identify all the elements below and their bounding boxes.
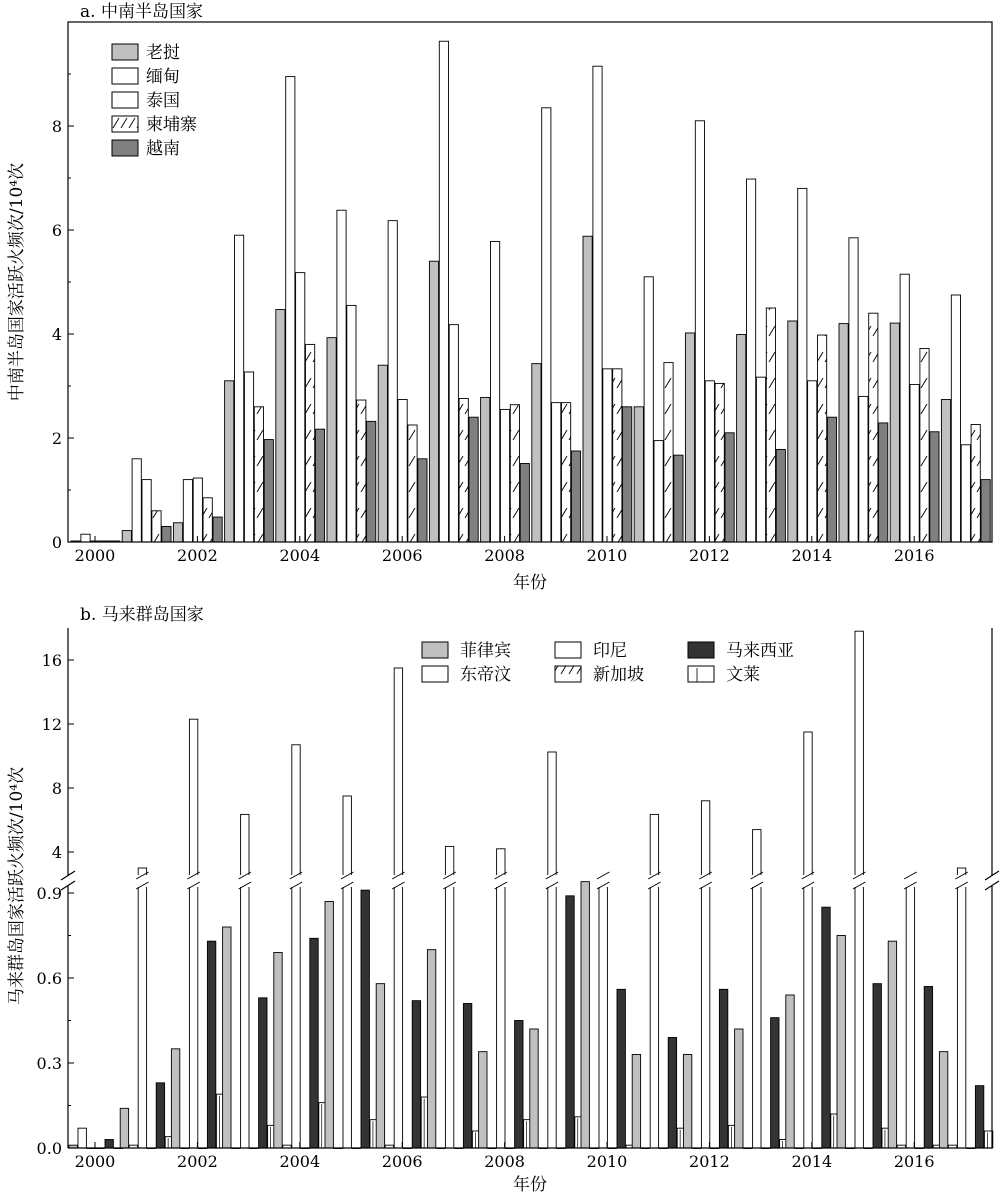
- y-tick-label-b-lower-0: 0.0: [36, 1139, 62, 1158]
- y-tick-label-b-lower-1: 0.3: [36, 1054, 62, 1073]
- x-tick-label-b-5: 2010: [586, 1152, 628, 1171]
- bar-b-series-0-2011: [632, 1055, 640, 1149]
- bar-a-series-1-2007: [439, 41, 448, 542]
- bar-a-series-2-2010: [603, 369, 612, 542]
- bar-b-series-4-2012: [719, 989, 727, 1148]
- bar-a-series-1-2014: [798, 188, 807, 542]
- bar-a-series-3-2006: [408, 425, 417, 542]
- bar-b-series-4-2008: [515, 1021, 523, 1149]
- bar-a-series-0-2001: [122, 531, 131, 542]
- bar-a-series-2-2007: [449, 325, 458, 542]
- bar-b-series-4-2011: [668, 1038, 676, 1149]
- bar-b-series-4-2003: [259, 998, 267, 1148]
- y-tick-label-b-lower-3: 0.9: [36, 884, 62, 903]
- bar-a-series-0-2007: [429, 261, 438, 542]
- x-tick-label-a-5: 2010: [586, 546, 628, 565]
- bar-b-series-0-2016: [888, 941, 896, 1148]
- bar-a-series-2-2002: [193, 478, 202, 542]
- bar-a-series-0-2002: [173, 523, 182, 542]
- bar-a-series-3-2013: [766, 308, 775, 542]
- bar-a-series-0-2011: [634, 407, 643, 542]
- bar-a-series-2-2014: [808, 381, 817, 542]
- bar-b-series-4-2006: [412, 1001, 420, 1148]
- legend-a-label-2: 泰国: [146, 91, 180, 111]
- bar-a-series-1-2016: [900, 274, 909, 542]
- legend-b-label-2: 印尼: [593, 641, 627, 661]
- legend-b-swatch-2: [555, 642, 581, 658]
- bar-a-series-4-2016: [930, 432, 939, 542]
- bar-a-series-3-2017: [971, 424, 980, 542]
- bar-a-series-3-2014: [818, 335, 827, 542]
- bar-a-series-1-2011: [644, 277, 653, 542]
- y-tick-label-b-lower-2: 0.6: [36, 969, 62, 988]
- legend-b-swatch-frame-5: [688, 666, 714, 682]
- panel-a-bars: [71, 41, 990, 542]
- bar-b-series-0-2005: [325, 902, 333, 1149]
- bar-a-series-1-2015: [849, 238, 858, 542]
- bar-a-series-4-2012: [725, 433, 734, 542]
- x-tick-label-b-8: 2016: [893, 1152, 935, 1171]
- bar-a-series-3-2007: [459, 398, 468, 542]
- bar-a-series-1-2004: [286, 77, 295, 542]
- legend-b-label-1: 东帝汶: [460, 665, 511, 685]
- bar-a-series-3-2016: [920, 349, 929, 542]
- x-tick-label-a-4: 2008: [484, 546, 525, 565]
- bar-b-series-0-2014: [786, 995, 794, 1148]
- bar-a-series-3-2009: [562, 403, 571, 542]
- bar-b-series-4-2015: [873, 984, 881, 1148]
- bar-b-series-0-2006: [376, 984, 384, 1148]
- bar-b-series-2-2003: [241, 814, 249, 1148]
- bar-b-series-4-2009: [566, 896, 574, 1148]
- bar-b-series-2-2014: [804, 732, 812, 1148]
- bar-a-series-1-2002: [183, 480, 192, 542]
- legend-b-label-3: 新加坡: [593, 665, 644, 685]
- y-tick-label-b-upper-0: 4: [51, 843, 62, 862]
- x-tick-label-a-8: 2016: [893, 546, 935, 565]
- bar-a-series-4-2009: [571, 451, 580, 542]
- bar-a-series-0-2009: [532, 364, 541, 542]
- bar-b-series-0-2003: [223, 927, 231, 1148]
- x-tick-label-b-4: 2008: [484, 1152, 525, 1171]
- bar-a-series-3-2012: [715, 383, 724, 542]
- bar-b-series-4-2014: [822, 907, 830, 1148]
- legend-a-swatch-2: [112, 92, 138, 108]
- bar-a-series-4-2008: [520, 463, 529, 542]
- y-tick-label-a-2: 4: [51, 325, 62, 344]
- bar-a-series-4-2015: [879, 423, 888, 542]
- bar-a-series-4-2010: [623, 407, 632, 542]
- bar-b-series-0-2010: [581, 882, 589, 1148]
- bar-b-series-0-2001: [120, 1108, 128, 1148]
- x-tick-label-b-0: 2000: [74, 1152, 116, 1171]
- bar-b-series-0-2017: [939, 1052, 947, 1148]
- bar-a-series-3-2008: [510, 405, 519, 542]
- panel-b-legend: [422, 641, 794, 685]
- legend-b-swatch-4: [688, 642, 714, 658]
- panel-b-x-axis-label: 年份: [513, 1175, 547, 1195]
- bar-b-series-0-2013: [735, 1029, 743, 1148]
- bar-a-series-0-2017: [941, 400, 950, 542]
- bar-a-series-1-2005: [337, 210, 346, 542]
- y-tick-label-a-1: 2: [51, 429, 62, 448]
- bar-a-series-0-2010: [583, 236, 592, 542]
- bar-a-series-2-2008: [500, 409, 509, 542]
- panel-a-y-axis-label: 中南半岛国家活跃火频次/10⁴次: [7, 162, 27, 402]
- x-tick-label-b-2: 2004: [279, 1152, 321, 1171]
- bar-a-series-3-2001: [152, 511, 161, 542]
- bar-a-series-3-2002: [203, 498, 212, 542]
- bar-b-series-0-2004: [274, 953, 282, 1149]
- bar-b-series-2-2010: [599, 882, 607, 1148]
- legend-a-swatch-4: [112, 140, 138, 156]
- panel-b: [7, 605, 999, 1195]
- bar-a-series-4-2001: [162, 526, 171, 542]
- bar-a-series-2-2012: [705, 381, 714, 542]
- x-tick-label-b-1: 2002: [177, 1152, 218, 1171]
- bar-a-series-2-2009: [552, 403, 561, 542]
- panel-b-bars: [69, 631, 993, 1148]
- bar-b-series-2-2016: [906, 876, 914, 1148]
- bar-a-series-2-2004: [296, 273, 305, 542]
- bar-a-series-2-2017: [961, 445, 970, 542]
- legend-b-label-0: 菲律宾: [460, 641, 511, 661]
- y-tick-label-b-upper-1: 8: [51, 779, 62, 798]
- bar-a-series-0-2016: [890, 323, 899, 542]
- panel-a-x-axis-label: 年份: [513, 573, 547, 593]
- bar-a-series-2-2006: [398, 400, 407, 542]
- bar-a-series-1-2006: [388, 221, 397, 542]
- bar-a-series-0-2004: [276, 310, 285, 542]
- bar-b-series-2-2007: [445, 846, 453, 1148]
- bar-b-series-0-2008: [479, 1052, 487, 1148]
- bar-a-series-2-2001: [142, 480, 151, 542]
- panel-b-title: b. 马来群岛国家: [80, 605, 204, 625]
- bar-a-series-0-2015: [839, 324, 848, 542]
- bar-a-series-1-2003: [235, 235, 244, 542]
- bar-a-series-2-2003: [244, 372, 253, 542]
- bar-a-series-2-2013: [756, 377, 765, 542]
- bar-a-series-1-2009: [542, 108, 551, 542]
- y-tick-label-b-upper-3: 16: [41, 651, 62, 670]
- bar-a-series-0-2008: [481, 397, 490, 542]
- bar-b-series-4-2010: [617, 989, 625, 1148]
- panel-a-legend: [112, 43, 197, 159]
- legend-a-label-3: 柬埔寨: [146, 115, 197, 135]
- bar-b-series-0-2012: [683, 1055, 691, 1149]
- bar-a-series-4-2002: [213, 517, 222, 542]
- bar-b-series-2-2012: [701, 801, 709, 1148]
- legend-a-label-4: 越南: [146, 139, 180, 159]
- panel-a-y-ticks: [52, 74, 74, 552]
- bar-b-series-0-2002: [171, 1049, 179, 1148]
- bar-a-series-3-2004: [306, 344, 315, 542]
- y-tick-label-a-4: 8: [51, 117, 62, 136]
- bar-b-series-2-2002: [189, 719, 197, 1148]
- legend-b-swatch-1: [422, 666, 448, 682]
- bar-b-series-0-2009: [530, 1029, 538, 1148]
- bar-b-series-4-2013: [771, 1018, 779, 1148]
- bar-a-series-3-2015: [869, 313, 878, 542]
- bar-a-series-2-2011: [654, 441, 663, 542]
- bar-a-series-3-2011: [664, 363, 673, 542]
- bar-a-series-1-2012: [695, 121, 704, 542]
- bar-a-series-2-2015: [859, 396, 868, 542]
- x-tick-label-a-1: 2002: [177, 546, 218, 565]
- bar-a-series-0-2006: [378, 365, 387, 542]
- bar-a-series-1-2010: [593, 66, 602, 542]
- bar-b-series-2-2006: [394, 668, 402, 1148]
- x-tick-label-b-7: 2014: [791, 1152, 833, 1171]
- bar-a-series-4-2004: [315, 429, 324, 542]
- legend-b-swatch-5: [688, 666, 714, 682]
- bar-b-series-1-2000: [78, 1128, 86, 1148]
- bar-a-series-4-2007: [469, 417, 478, 542]
- bar-a-series-0-2012: [685, 333, 694, 542]
- bar-a-series-2-2016: [910, 384, 919, 542]
- bar-b-series-2-2008: [497, 849, 505, 1148]
- bar-a-series-4-2013: [776, 449, 785, 542]
- x-tick-label-a-6: 2012: [689, 546, 730, 565]
- bar-b-series-4-2004: [310, 938, 318, 1148]
- panel-b-y-axis-label: 马来群岛国家活跃火频次/10⁴次: [7, 766, 27, 1006]
- bar-a-series-0-2014: [788, 321, 797, 542]
- y-tick-label-a-0: 0: [51, 533, 62, 552]
- bar-a-series-1-2017: [951, 295, 960, 542]
- y-tick-label-b-upper-2: 12: [41, 715, 62, 734]
- legend-b-label-4: 马来西亚: [726, 641, 794, 661]
- x-tick-label-a-2: 2004: [279, 546, 321, 565]
- bar-b-series-2-2017: [957, 868, 965, 1148]
- bar-a-series-2-2005: [347, 305, 356, 542]
- panel-a-title: a. 中南半岛国家: [80, 2, 203, 22]
- bar-a-series-0-2005: [327, 338, 336, 542]
- legend-a-swatch-3: [112, 116, 138, 132]
- bar-b-series-4-2001: [156, 1083, 164, 1148]
- bar-a-series-4-2017: [981, 480, 990, 542]
- bar-b-series-4-2017: [975, 1086, 983, 1148]
- bar-a-series-0-2013: [737, 335, 746, 542]
- bar-b-series-4-2016: [924, 987, 932, 1149]
- legend-a-swatch-1: [112, 68, 138, 84]
- x-tick-label-a-7: 2014: [791, 546, 833, 565]
- bar-a-series-4-2003: [264, 440, 273, 542]
- bar-a-series-1-2000: [81, 534, 90, 542]
- bar-b-series-0-2015: [837, 936, 845, 1149]
- y-tick-label-a-3: 6: [51, 221, 62, 240]
- legend-b-swatch-0: [422, 642, 448, 658]
- bar-b-series-2-2015: [855, 631, 863, 1148]
- bar-b-series-2-2009: [548, 752, 556, 1148]
- bar-b-series-4-2002: [207, 941, 215, 1148]
- bar-a-series-4-2005: [367, 421, 376, 542]
- panel-a: [7, 2, 992, 593]
- bar-a-series-1-2013: [747, 179, 756, 542]
- bar-b-series-2-2011: [650, 814, 658, 1148]
- bar-a-series-3-2003: [254, 407, 263, 542]
- bar-b-series-4-2000: [105, 1140, 113, 1149]
- bar-a-series-0-2003: [225, 381, 234, 542]
- bar-a-series-4-2011: [674, 455, 683, 542]
- bar-b-series-2-2005: [343, 796, 351, 1148]
- x-tick-label-b-3: 2006: [381, 1152, 423, 1171]
- legend-a-swatch-0: [112, 44, 138, 60]
- bar-a-series-1-2008: [491, 241, 500, 542]
- legend-b-label-5: 文莱: [726, 665, 760, 685]
- bar-b-series-4-2005: [361, 890, 369, 1148]
- x-tick-label-b-6: 2012: [689, 1152, 730, 1171]
- legend-a-label-1: 缅甸: [146, 67, 180, 87]
- legend-a-label-0: 老挝: [146, 43, 180, 63]
- legend-b-swatch-3: [555, 666, 581, 682]
- bar-b-series-0-2007: [427, 950, 435, 1148]
- bar-a-series-4-2014: [827, 417, 836, 542]
- bar-a-series-3-2010: [613, 369, 622, 542]
- bar-b-series-4-2007: [463, 1004, 471, 1149]
- bar-a-series-3-2005: [357, 400, 366, 542]
- bar-a-series-4-2006: [418, 459, 427, 542]
- bar-b-series-2-2004: [292, 745, 300, 1148]
- x-tick-label-a-3: 2006: [381, 546, 423, 565]
- bar-a-series-1-2001: [132, 459, 141, 542]
- bar-b-series-2-2001: [138, 868, 146, 1148]
- x-tick-label-a-0: 2000: [74, 546, 116, 565]
